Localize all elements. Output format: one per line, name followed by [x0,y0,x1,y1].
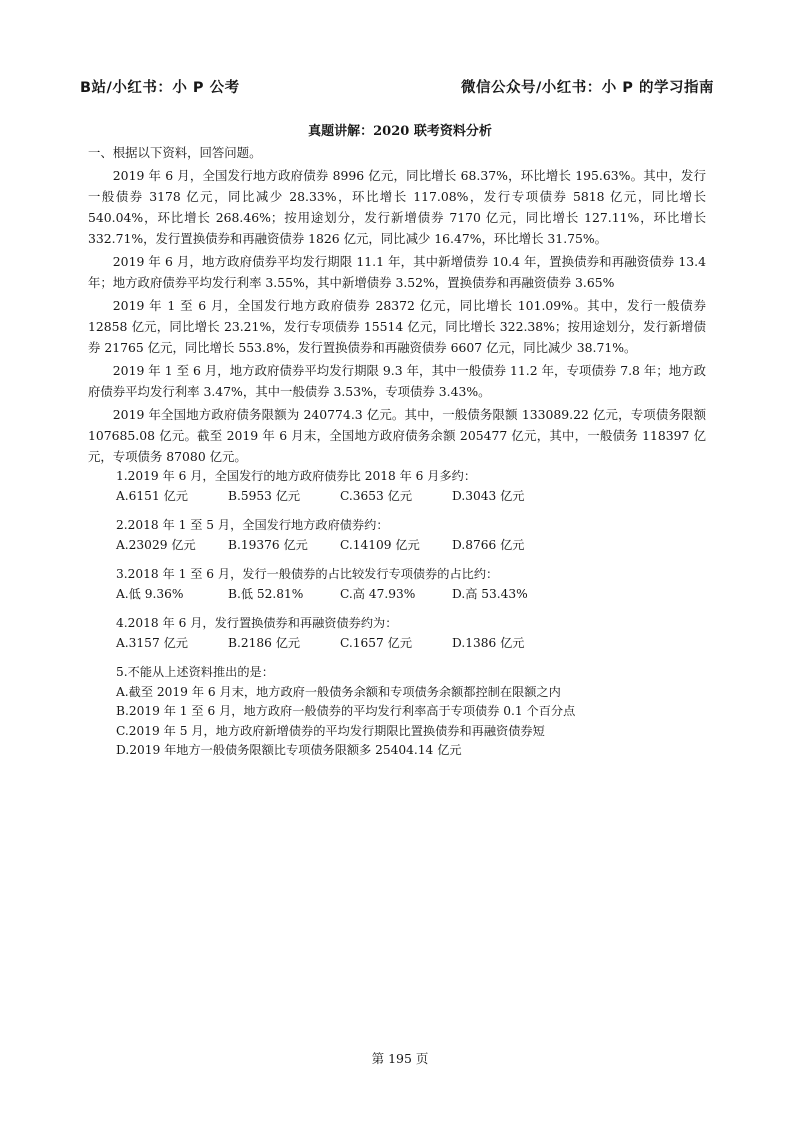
material-paragraph: 2019 年 6 月，地方政府债券平均发行期限 11.1 年，其中新增债券 10.4 年，置换债券和再融资债券 13.4 年；地方政府债券平均发行利率 3.55%，其中新增债券 3.52%，置换债券和再融资债券 3.65% [88,254,706,290]
option-a: A.低 9.36% [116,586,184,601]
material-text [88,142,706,467]
material-paragraph: 2019 年全国地方政府债务限额为 240774.3 亿元。其中，一般债务限额 133089.22 亿元，专项债务限额 107685.08 亿元。截至 2019 年 6 月末，全国地方政府债务余额 205477 亿元，其中，一般债务 118397 亿元，专项债务 87080 亿元。 [88,407,706,464]
option-b: B.2019 年 1 至 6 月，地方政府一般债券的平均发行利率高于专项债券 0.1 个百分点 [116,704,576,718]
question-stem: 4.2018 年 6 月，发行置换债券和再融资债券约为： [116,616,398,630]
question-1 [116,467,706,506]
option-d: D.8766 亿元 [452,537,525,552]
question-stem: 3.2018 年 1 至 6 月，发行一般债券的占比较发行专项债券的占比约： [116,567,499,581]
question-3 [116,565,706,604]
option-c: C.14109 亿元 [340,537,420,552]
header-left: B站/小红书：小 P 公考 [80,80,240,96]
question-4 [116,614,706,653]
option-c: C.2019 年 5 月，地方政府新增债券的平均发行期限比置换债券和再融资债券短 [116,723,545,738]
material-paragraph: 2019 年 6 月，全国发行地方政府债券 8996 亿元，同比增长 68.37%，环比增长 195.63%。其中，发行一般债券 3178 亿元，同比减少 28.33%，环比增长 117.08%，发行专项债券 5818 亿元，同比增长 540.04%，环比增长 268.46%；按用途划分，发行新增债券 7170 亿元，同比增长 127.11%，环比增长 332.71%，发行置换债券和再融资债券 1826 亿元，同比减少 16.47%，环比增长 31.75%。 [88,168,706,246]
question-stem: 5.不能从上述资料推出的是： [116,665,274,679]
option-d: D.1386 亿元 [452,635,525,650]
section-heading: 一、根据以下资料，回答问题。 [88,145,262,160]
page-title: 真题讲解：2020 联考资料分析 [308,124,492,139]
option-c: C.高 47.93% [340,586,416,601]
option-b: B.19376 亿元 [228,537,308,552]
option-row [116,536,706,556]
option-a: A.3157 亿元 [116,635,188,650]
option-row [116,585,706,605]
option-a: A.截至 2019 年 6 月末，地方政府一般债务余额和专项债务余额都控制在限额之内 [116,684,561,699]
header-right: 微信公众号/小红书：小 P 的学习指南 [460,80,714,96]
option-a: A.23029 亿元 [116,537,196,552]
question-stem: 2.2018 年 1 至 5 月，全国发行地方政府债券约： [116,518,389,532]
option-b: B.低 52.81% [228,586,304,601]
question-list [116,467,706,771]
option-d: D.高 53.43% [452,586,528,601]
question-2 [116,516,706,555]
option-b: B.5953 亿元 [228,488,301,503]
option-d: D.3043 亿元 [452,488,525,503]
option-a: A.6151 亿元 [116,488,188,503]
option-row [116,634,706,654]
option-c: C.3653 亿元 [340,488,413,503]
option-row [116,487,706,507]
option-b: B.2186 亿元 [228,635,301,650]
page-number: 第 195 页 [371,1051,429,1066]
material-paragraph: 2019 年 1 至 6 月，全国发行地方政府债券 28372 亿元，同比增长 101.09%。其中，发行一般债券 12858 亿元，同比增长 23.21%，发行专项债券 15514 亿元，同比增长 322.38%；按用途划分，发行新增债券 21765 亿元，同比增长 553.8%，发行置换债券和再融资债券 6607 亿元，同比减少 38.71%。 [88,298,706,355]
material-paragraph: 2019 年 1 至 6 月，地方政府债券平均发行期限 9.3 年，其中一般债券 11.2 年，专项债券 7.8 年；地方政府债券平均发行利率 3.47%，其中一般债券 3.53%，专项债券 3.43%。 [88,363,706,399]
option-c: C.1657 亿元 [340,635,413,650]
question-stem: 1.2019 年 6 月，全国发行的地方政府债券比 2018 年 6 月多约： [116,469,477,483]
option-d: D.2019 年地方一般债务限额比专项债务限额多 25404.14 亿元 [116,743,462,757]
question-5 [116,663,706,761]
